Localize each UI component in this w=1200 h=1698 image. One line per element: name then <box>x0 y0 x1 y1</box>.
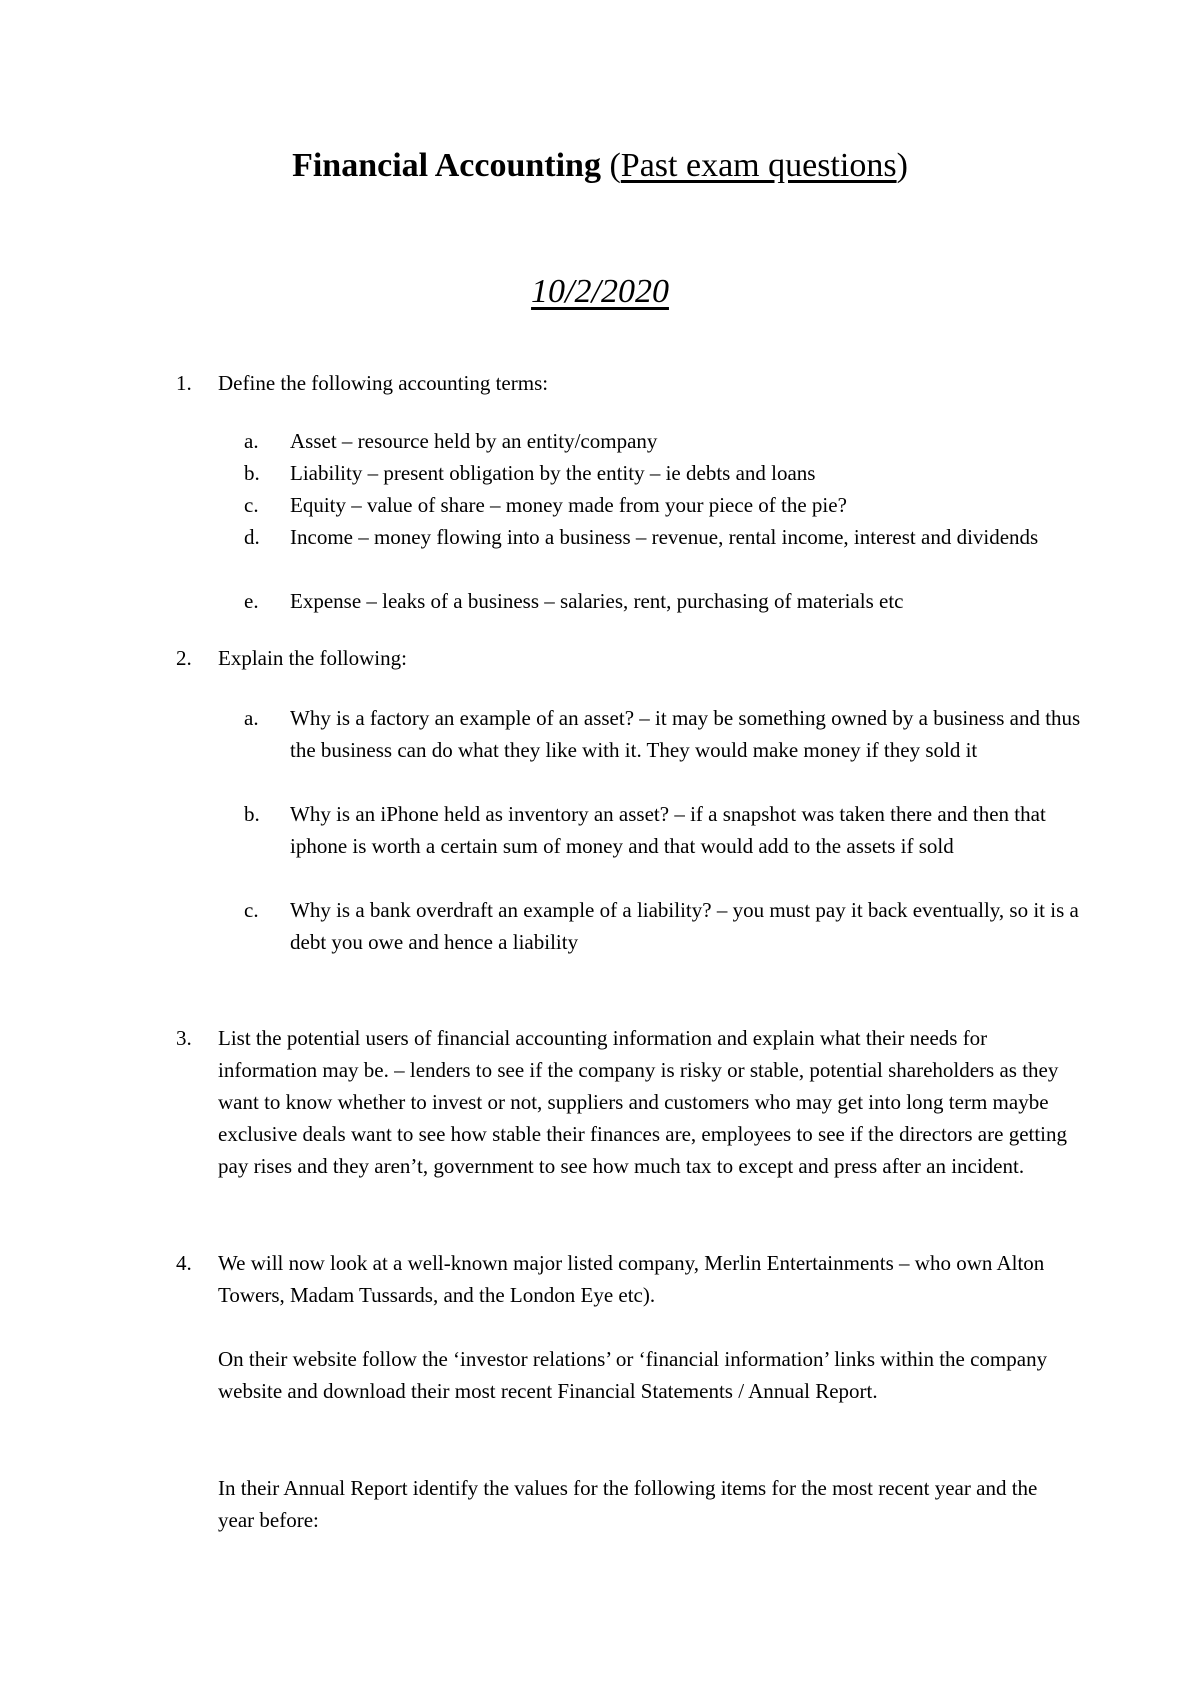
paragraph-text: On their website follow the ‘investor relations’ or ‘financial information’ links within the company website and download their most recent Financial Statements / Annual Report. <box>218 1347 1048 1403</box>
title-main: Financial Accounting <box>292 147 601 184</box>
question-number: 4. <box>176 1251 192 1275</box>
item-text: Income – money flowing into a business – revenue, rental income, interest and dividends <box>290 525 1039 549</box>
question-text: We will now look at a well-known major listed company, Merlin Entertainments – who own Alton Towers, Madam Tussards, and the London Eye etc). <box>218 1251 1045 1307</box>
title-close-paren: ) <box>896 147 908 184</box>
item-text: Why is a factory an example of an asset? – it may be something owned by a business and thus the business can do what they like with it. They would make money if they sold it <box>290 706 1081 762</box>
item-letter: b. <box>244 802 260 826</box>
item-letter: c. <box>244 898 259 922</box>
document-date: 10/2/2020 <box>531 273 669 310</box>
item-letter: b. <box>244 461 260 485</box>
item-letter: a. <box>244 706 259 730</box>
question-text: Explain the following: <box>218 646 407 670</box>
item-text: Why is an iPhone held as inventory an asset? – if a snapshot was taken there and then that iphone is worth a certain sum of money and that would add to the assets if sold <box>290 802 1046 858</box>
question-text: List the potential users of financial accounting information and explain what their needs for information may be. – lenders to see if the company is risky or stable, potential shareholders as they want to know whether to invest or not, suppliers and customers who may get into long term maybe exclusive deals want to see how stable their finances are, employees to see if the directors are getting pay rises and they aren’t, government to see how much tax to except and press after an incident. <box>218 1026 1068 1178</box>
item-letter: a. <box>244 429 259 453</box>
item-letter: c. <box>244 493 259 517</box>
question-number: 1. <box>176 371 192 395</box>
item-letter: d. <box>244 525 260 549</box>
item-text: Asset – resource held by an entity/company <box>290 429 658 453</box>
question-number: 3. <box>176 1026 192 1050</box>
question-number: 2. <box>176 646 192 670</box>
item-text: Equity – value of share – money made from your piece of the pie? <box>290 493 847 517</box>
item-text: Why is a bank overdraft an example of a liability? – you must pay it back eventually, so it is a debt you owe and hence a liability <box>290 898 1079 954</box>
item-letter: e. <box>244 589 259 613</box>
title-subtitle: Past exam questions <box>620 147 897 184</box>
question-text: Define the following accounting terms: <box>218 371 549 395</box>
item-text: Liability – present obligation by the entity – ie debts and loans <box>290 461 816 485</box>
title-open-paren: ( <box>600 147 621 184</box>
document-title <box>0 144 1200 188</box>
item-text: Expense – leaks of a business – salaries, rent, purchasing of materials etc <box>290 589 904 613</box>
paragraph-text: In their Annual Report identify the values for the following items for the most recent year and the year before: <box>218 1476 1038 1532</box>
